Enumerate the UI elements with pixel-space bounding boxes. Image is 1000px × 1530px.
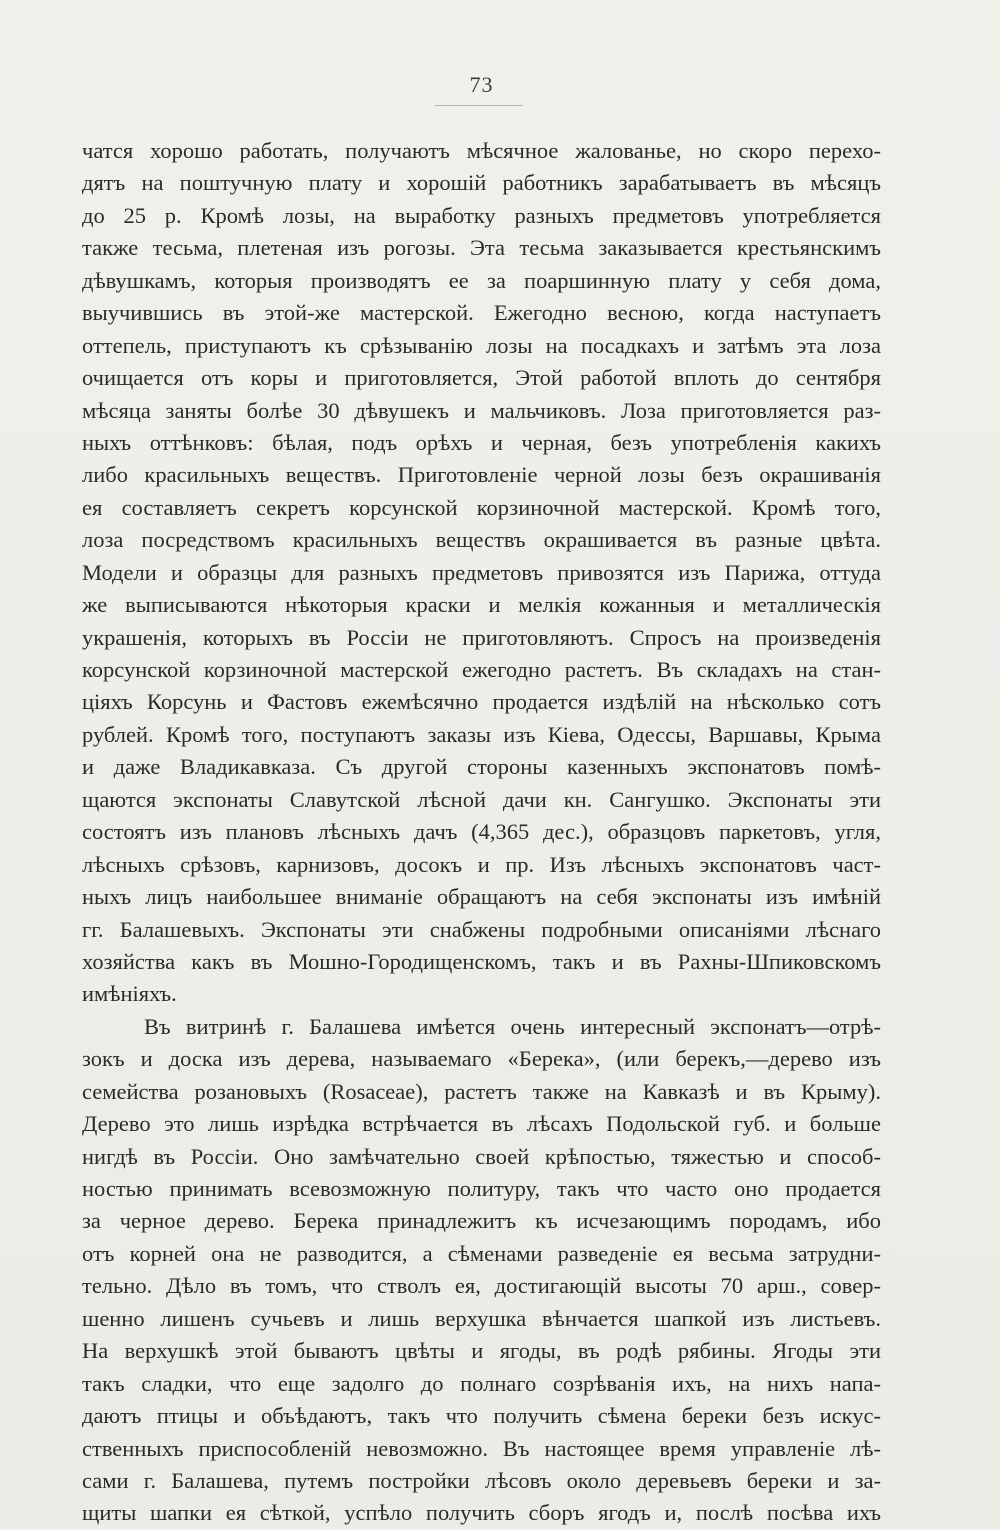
text-line: выучившись въ этой-же мастерской. Ежегодно весною, когда наступаетъ [82,300,881,326]
text-line: такъ сладки, что еще задолго до полнаго созрѣванія ихъ, на нихъ напа- [82,1370,881,1396]
text-line: семейства розановыхъ (Rosaceae), растетъ также на Кавказѣ и въ Крыму). [82,1078,881,1104]
text-line: корсунской корзиночной мастерской ежегодно растетъ. Въ складахъ на стан- [82,657,881,682]
text-line: состоятъ изъ плановъ лѣсныхъ дачъ (4,365 дес.), образцовъ паркетовъ, угля, [82,819,881,845]
text-line: Дерево это лишь изрѣдка встрѣчается въ лѣсахъ Подольской губ. и больше [82,1111,881,1137]
body-text [82,135,881,1530]
text-line: хозяйства какъ въ Мошно-Городищенскомъ, такъ и въ Рахны-Шпиковскомъ [82,948,881,974]
text-line: ныхъ оттѣнковъ: бѣлая, подъ орѣхъ и черная, безъ употребленія какихъ [82,429,881,455]
text-line: также тесьма, плетеная изъ рогозы. Эта тесьма заказывается крестьянскимъ [82,235,881,261]
text-line: чатся хорошо работать, получаютъ мѣсячное жалованье, но скоро перехо- [82,138,881,163]
text-line: ея составляетъ секретъ корсунской корзиночной мастерской. Кромѣ того, [82,494,881,520]
text-line: оттепель, приступаютъ къ срѣзыванію лозы на посадкахъ и затѣмъ эта лоза [82,332,881,358]
page-number: 73 [469,72,494,97]
text-line: лоза посредствомъ красильныхъ веществъ окрашивается въ разные цвѣта. [82,527,881,553]
text-line: же выписываются нѣкоторыя краски и мелкія кожанныя и металлическія [82,592,881,618]
text-line: тельно. Дѣло въ томъ, что стволъ ея, достигающій высоты 70 арш., совер- [82,1273,881,1299]
text-line: украшенія, которыхъ въ Россіи не приготовляютъ. Спросъ на произведенія [82,624,881,650]
text-line: ціяхъ Корсунь и Фастовъ ежемѣсячно продается издѣлій на нѣсколько сотъ [82,689,881,715]
text-line: за черное дерево. Берека принадлежитъ къ исчезающимъ породамъ, ибо [82,1208,881,1234]
text-line: отъ корней она не разводится, а сѣменами разведеніе ея весьма затрудни- [82,1240,881,1266]
text-line: сами г. Балашева, путемъ постройки лѣсовъ около деревьевъ береки и за- [82,1467,881,1493]
text-line: рублей. Кромѣ того, поступаютъ заказы изъ Кіева, Одессы, Варшавы, Крыма [82,721,881,747]
text-line: ственныхъ приспособленій невозможно. Въ настоящее время управленіе лѣ- [82,1435,881,1461]
text-line: зокъ и доска изъ дерева, называемаго «Берека», (или берекъ,—дерево изъ [82,1046,881,1072]
text-line: На верхушкѣ этой бываютъ цвѣты и ягоды, въ родѣ рябины. Ягоды эти [82,1338,881,1364]
text-line: Въ витринѣ г. Балашева имѣется очень интересный экспонатъ—отрѣ- [144,1013,881,1039]
text-line: шенно лишенъ сучьевъ и лишь верхушка вѣнчается шапкой изъ листьевъ. [82,1305,881,1331]
text-line: дятъ на поштучную плату и хорошій работникъ зарабатываетъ въ мѣсяцъ [82,170,881,196]
text-line: до 25 р. Кромѣ лозы, на выработку разныхъ предметовъ употребляется [82,202,881,228]
text-line: имѣніяхъ. [82,981,177,1007]
page-number-rule [435,105,523,106]
text-line: щаются экспонаты Славутской лѣсной дачи кн. Сангушко. Экспонаты эти [82,786,881,812]
text-line: даютъ птицы и объѣдаютъ, такъ что получить сѣмена береки безъ искус- [82,1403,881,1429]
text-line: гг. Балашевыхъ. Экспонаты эти снабжены подробными описаніями лѣснаго [82,916,881,942]
text-line: ныхъ лицъ наибольшее вниманіе обращаютъ на себя экспонаты изъ имѣній [82,884,881,910]
text-line: очищается отъ коры и приготовляется, Этой работой вплоть до сентября [82,365,881,391]
text-line: Модели и образцы для разныхъ предметовъ привозятся изъ Парижа, оттуда [82,559,881,585]
text-line: мѣсяца заняты болѣе 30 дѣвушекъ и мальчиковъ. Лоза приготовляется раз- [82,397,881,423]
text-line: ностью принимать всевозможную политуру, такъ что часто оно продается [82,1176,881,1201]
text-line: лѣсныхъ срѣзовъ, карнизовъ, досокъ и пр. Изъ лѣсныхъ экспонатовъ част- [82,851,881,877]
text-line: и даже Владикавказа. Съ другой стороны казенныхъ экспонатовъ помѣ- [82,754,881,780]
text-line: нигдѣ въ Россіи. Оно замѣчательно своей крѣпостью, тяжестью и способ- [82,1143,881,1169]
text-line: дѣвушкамъ, которыя производятъ ее за поаршинную плату у себя дома, [82,267,881,293]
text-line: щиты шапки ея сѣткой, успѣло получить сборъ ягодъ и, послѣ посѣва ихъ [82,1500,881,1526]
text-line: либо красильныхъ веществъ. Приготовленіе черной лозы безъ окрашиванія [82,462,881,488]
